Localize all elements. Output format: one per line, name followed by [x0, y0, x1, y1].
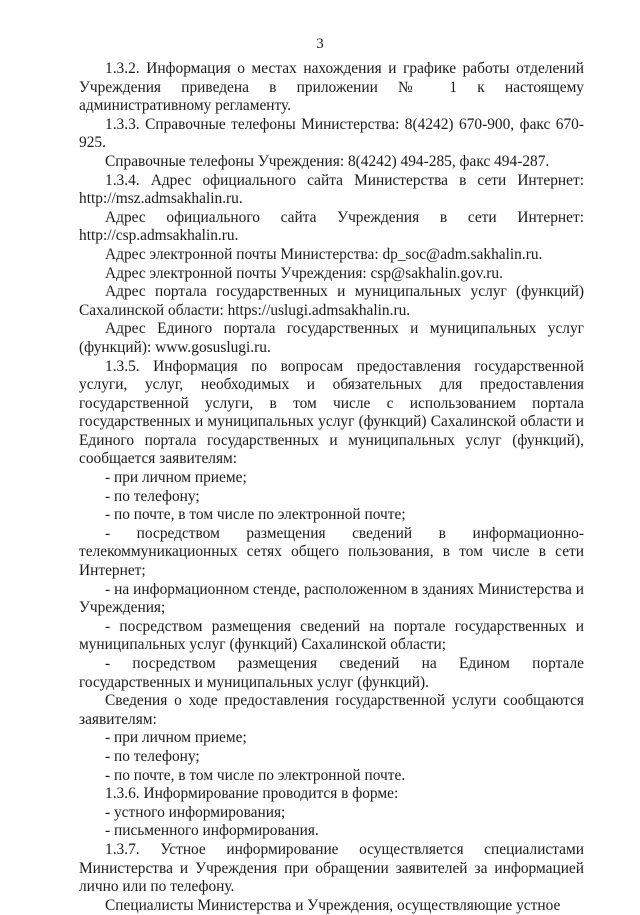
list-item: - при личном приеме; — [105, 729, 247, 747]
paragraph-1-3-5: 1.3.5. Информация по вопросам предоставления государственной услуги, услуг, необходимых и обязательных для предоставления государственной услуги, в том числе с использованием портала государственных и муниципальных услуг (функций) Сахалинской области и Единого портала государственных и муниципальных услуг (функций), сообщается заявителям: — [79, 357, 584, 468]
list-item: - письменного информирования. — [105, 822, 319, 840]
list-item: - по телефону; — [105, 487, 200, 505]
list-item: - при личном приеме; — [105, 469, 247, 487]
paragraph-1-3-6: 1.3.6. Информирование проводится в форме: — [105, 785, 399, 803]
paragraph-specialists: Специалисты Министерства и Учреждения, осуществляющие устное — [105, 896, 561, 914]
list-item: - устного информирования; — [105, 803, 286, 821]
paragraph-unified-portal: Адрес Единого портала государственных и муниципальных услуг (функций): www.gosuslugi.ru. — [79, 320, 584, 356]
paragraph-progress-info: Сведения о ходе предоставления государственной услуги сообщаются заявителям: — [79, 692, 584, 728]
paragraph-1-3-3: 1.3.3. Справочные телефоны Министерства: 8(4242) 670-900, факс 670-925. — [79, 115, 584, 152]
document-text — [79, 60, 584, 915]
paragraph-1-3-7: 1.3.7. Устное информирование осуществляется специалистами Министерства и Учреждения при обращении заявителей за информацией лично или по телефону. — [79, 840, 584, 896]
paragraph-institution-phones: Справочные телефоны Учреждения: 8(4242) 494-285, факс 494-287. — [105, 152, 550, 170]
list-item: - на информационном стенде, расположенном в зданиях Министерства и Учреждения; — [79, 580, 584, 617]
paragraph-ministry-email: Адрес электронной почты Министерства: dp_soc@adm.sakhalin.ru. — [105, 245, 543, 263]
paragraph-institution-site: Адрес официального сайта Учреждения в сети Интернет: http://csp.admsakhalin.ru. — [79, 208, 584, 245]
paragraph-1-3-4: 1.3.4. Адрес официального сайта Министерства в сети Интернет: http://msz.admsakhalin.ru. — [79, 171, 584, 208]
list-item: - посредством размещения сведений на Едином портале государственных и муниципальных услуг (функций). — [79, 655, 584, 691]
paragraph-regional-portal: Адрес портала государственных и муниципальных услуг (функций) Сахалинской области: https://uslugi.admsakhalin.ru. — [79, 283, 584, 319]
list-item: - по телефону; — [105, 747, 200, 765]
list-item: - по почте, в том числе по электронной почте; — [105, 506, 406, 524]
paragraph-institution-email: Адрес электронной почты Учреждения: csp@sakhalin.gov.ru. — [105, 264, 503, 282]
list-item: - посредством размещения сведений на портале государственных и муниципальных услуг (функций) Сахалинской области; — [79, 617, 584, 654]
paragraph-1-3-2: 1.3.2. Информация о местах нахождения и графике работы отделений Учреждения приведена в приложении № 1 к настоящему административному регламенту. — [79, 60, 584, 115]
list-item: - посредством размещения сведений в информационно-телекоммуникационных сетях общего пользования, в том числе в сети Интернет; — [79, 524, 584, 580]
page-number: 3 — [316, 36, 324, 52]
list-item: - по почте, в том числе по электронной почте. — [105, 766, 406, 784]
